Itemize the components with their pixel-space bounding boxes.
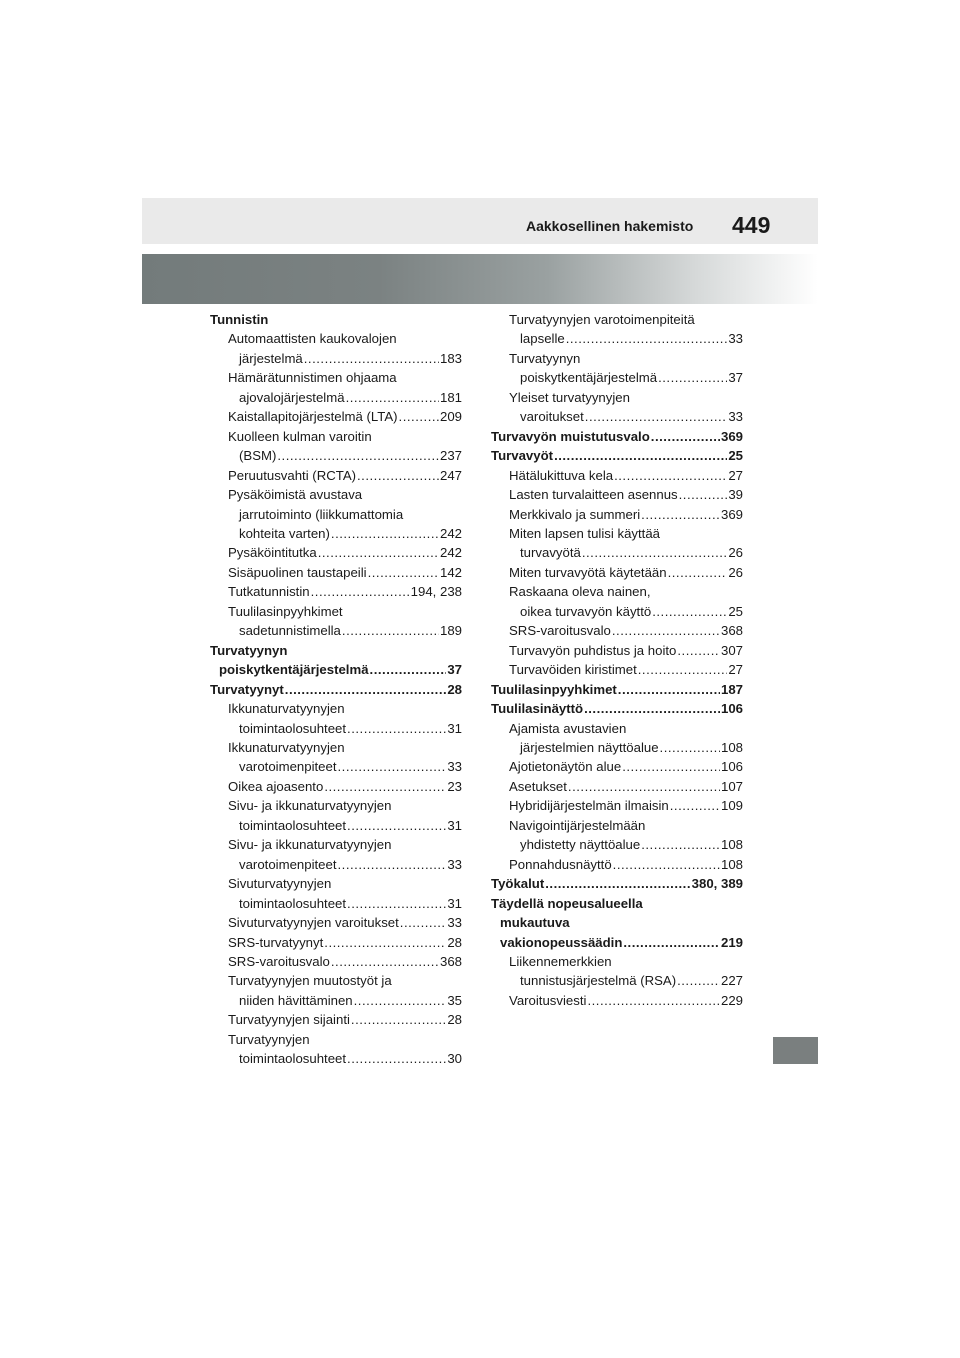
index-entry-text: Sivuturvatyynyjen <box>228 876 332 892</box>
index-entry-text: poiskytkentäjärjestelmä <box>520 370 658 386</box>
index-entry-page: 31 <box>447 720 462 736</box>
index-entry-text: Sisäpuolinen taustapeili <box>228 564 367 580</box>
dot-leader <box>370 660 447 679</box>
dot-leader <box>324 777 446 796</box>
index-entry-page: 369 <box>720 428 743 444</box>
dot-leader <box>331 952 439 971</box>
index-entry-page: 27 <box>728 467 743 483</box>
index-entry-text: Tunnistin <box>210 312 269 327</box>
index-entry <box>210 835 462 874</box>
index-entry <box>491 719 743 758</box>
index-entry <box>491 446 743 465</box>
dot-leader <box>554 446 727 465</box>
dot-leader <box>311 582 410 601</box>
dot-leader <box>338 855 447 874</box>
dot-leader <box>318 543 439 562</box>
index-entry <box>491 466 743 485</box>
section-title: Aakkosellinen hakemisto <box>526 218 694 234</box>
index-entry-text: varotoimenpiteet <box>239 856 337 872</box>
index-entry-text: Tutkatunnistin <box>228 584 310 600</box>
index-entry <box>210 952 462 971</box>
index-entry-page: 33 <box>447 915 462 931</box>
index-entry-text: toimintaolosuhteet <box>239 720 347 736</box>
index-entry-text: Ajamista avustavien <box>509 720 627 736</box>
index-entry-text: SRS-varoitusvalo <box>509 623 611 639</box>
index-entry-page: 37 <box>728 370 743 386</box>
index-entry-text: Ponnahdusnäyttö <box>509 856 612 872</box>
index-entry-text: tunnistusjärjestelmä (RSA) <box>520 973 677 989</box>
index-entry-page: 31 <box>447 895 462 911</box>
index-entry-text: Navigointijärjestelmään <box>509 817 646 833</box>
index-entry-page: 35 <box>447 992 462 1008</box>
index-entry <box>210 933 462 952</box>
dot-leader <box>651 427 720 446</box>
index-entry-page: 30 <box>447 1051 462 1067</box>
index-entry-text: Turvavyön puhdistus ja hoito <box>509 642 677 658</box>
index-entry-text: Työkalut <box>491 876 545 892</box>
index-entry-text: Lasten turvalaitteen asennus <box>509 487 678 503</box>
index-entry-text: Pysäköintitutka <box>228 545 317 561</box>
index-entry-page: 26 <box>728 545 743 561</box>
index-entry-page: 368 <box>720 623 743 639</box>
dot-leader <box>587 991 720 1010</box>
dot-leader <box>545 874 690 893</box>
index-entry-text: Turvatyynyn <box>210 642 288 658</box>
dot-leader <box>612 621 720 640</box>
dot-leader <box>670 796 720 815</box>
index-entry-text: Turvatyynyjen sijainti <box>228 1012 350 1028</box>
index-entry <box>210 777 462 796</box>
index-entry <box>210 427 462 466</box>
index-entry-text: Miten turvavyötä käytetään <box>509 564 667 580</box>
index-entry-text: mukautuva <box>500 915 570 931</box>
index-column-left <box>210 310 462 1069</box>
index-entry-text: järjestelmien näyttöalue <box>520 739 659 755</box>
index-entry-page: 229 <box>720 992 743 1008</box>
index-entry <box>491 855 743 874</box>
dot-leader <box>652 602 727 621</box>
index-entry-text: Turvatyynyjen muutostyöt ja <box>228 973 392 989</box>
index-entry-page: 28 <box>447 681 462 697</box>
index-entry <box>210 874 462 913</box>
index-entry <box>210 1010 462 1029</box>
index-entry <box>491 680 743 699</box>
index-entry <box>491 621 743 640</box>
index-entry-page: 108 <box>720 837 743 853</box>
index-entry-page: 189 <box>439 623 462 639</box>
index-entry-text: Peruutusvahti (RCTA) <box>228 467 357 483</box>
index-entry-text: Tuulilasinpyyhkimet <box>491 681 617 697</box>
index-entry <box>491 310 743 349</box>
index-entry-page: 181 <box>439 389 462 405</box>
index-entry-page: 28 <box>447 934 462 950</box>
dot-leader <box>641 835 720 854</box>
index-entry-page: 142 <box>439 564 462 580</box>
dot-leader <box>347 719 446 738</box>
index-column-right <box>491 310 743 1010</box>
index-entry-text: Ikkunaturvatyynyjen <box>228 739 345 755</box>
dot-leader <box>277 446 439 465</box>
index-entry-text: Yleiset turvatyynyjen <box>509 389 630 405</box>
index-entry <box>210 913 462 932</box>
index-entry <box>491 660 743 679</box>
index-entry <box>210 641 462 680</box>
index-entry-page: 109 <box>720 798 743 814</box>
index-entry <box>210 738 462 777</box>
index-entry-text: Kaistallapitojärjestelmä (LTA) <box>228 409 398 425</box>
dot-leader <box>285 680 447 699</box>
index-entry <box>210 796 462 835</box>
index-entry-page: 107 <box>720 778 743 794</box>
index-entry <box>491 816 743 855</box>
index-entry-text: Sivuturvatyynyjen varoitukset <box>228 915 399 931</box>
header-bar <box>142 198 818 244</box>
index-entry-text: Hybridijärjestelmän ilmaisin <box>509 798 669 814</box>
index-entry-text: ajovalojärjestelmä <box>239 389 345 405</box>
dot-leader <box>638 660 728 679</box>
index-entry <box>210 543 462 562</box>
dot-leader <box>368 563 439 582</box>
index-entry <box>491 427 743 446</box>
index-entry-text: SRS-turvatyynyt <box>228 934 324 950</box>
index-entry <box>210 466 462 485</box>
index-entry <box>210 329 462 368</box>
index-entry-page: 194, 238 <box>410 584 462 600</box>
index-entry-text: Sivu- ja ikkunaturvatyynyjen <box>228 837 392 853</box>
index-entry <box>210 971 462 1010</box>
index-entry-text: niiden hävittäminen <box>239 992 353 1008</box>
index-entry-text: Kuolleen kulman varoitin <box>228 428 372 444</box>
index-entry-page: 380, 389 <box>691 876 743 892</box>
index-entry-text: toimintaolosuhteet <box>239 817 347 833</box>
dot-leader <box>623 933 720 952</box>
index-entry-text: jarrutoiminto (liikkumattomia <box>239 506 404 522</box>
dot-leader <box>400 913 447 932</box>
index-entry-text: Tuulilasinäyttö <box>491 701 584 717</box>
dot-leader <box>679 485 728 504</box>
index-entry <box>491 777 743 796</box>
dot-leader <box>668 563 728 582</box>
index-entry-page: 39 <box>728 487 743 503</box>
index-entry-text: järjestelmä <box>239 350 303 366</box>
dot-leader <box>582 543 727 562</box>
index-entry <box>210 1030 462 1069</box>
dot-leader <box>351 1010 446 1029</box>
index-entry-text: oikea turvavyön käyttö <box>520 603 652 619</box>
dot-leader <box>660 738 720 757</box>
index-entry-text: vakionopeussäädin <box>500 934 623 950</box>
index-entry <box>491 699 743 718</box>
index-entry-page: 33 <box>728 409 743 425</box>
dot-leader <box>622 757 720 776</box>
index-entry-text: yhdistetty näyttöalue <box>520 837 641 853</box>
index-entry-page: 242 <box>439 525 462 541</box>
decorative-band <box>142 254 818 304</box>
index-entry-text: Hämärätunnistimen ohjaama <box>228 370 397 386</box>
index-entry-text: Varoitusviesti <box>509 992 587 1008</box>
index-entry-page: 106 <box>720 759 743 775</box>
index-entry-text: varoitukset <box>520 409 584 425</box>
index-entry-text: Ikkunaturvatyynyjen <box>228 701 345 717</box>
index-entry-page: 28 <box>447 1012 462 1028</box>
index-entry-page: 106 <box>720 701 743 717</box>
index-entry <box>491 991 743 1010</box>
dot-leader <box>614 466 727 485</box>
index-entry-text: varotoimenpiteet <box>239 759 337 775</box>
index-entry-text: Raskaana oleva nainen, <box>509 584 651 600</box>
index-entry-text: SRS-varoitusvalo <box>228 953 330 969</box>
index-entry-text: Oikea ajoasento <box>228 778 324 794</box>
dot-leader <box>331 524 439 543</box>
index-entry-text: toimintaolosuhteet <box>239 895 347 911</box>
index-entry <box>491 524 743 563</box>
index-entry-text: Turvavöiden kiristimet <box>509 662 637 678</box>
dot-leader <box>346 388 439 407</box>
index-entry-text: Sivu- ja ikkunaturvatyynyjen <box>228 798 392 814</box>
dot-leader <box>566 329 728 348</box>
index-entry-text: lapselle <box>520 331 565 347</box>
index-entry-page: 369 <box>720 506 743 522</box>
index-entry-page: 25 <box>728 448 743 464</box>
index-entry-page: 183 <box>439 350 462 366</box>
index-entry-text: toimintaolosuhteet <box>239 1051 347 1067</box>
dot-leader <box>584 699 720 718</box>
index-entry <box>210 582 462 601</box>
index-entry <box>491 894 743 952</box>
dot-leader <box>338 757 447 776</box>
index-entry-page: 242 <box>439 545 462 561</box>
dot-leader <box>347 816 446 835</box>
dot-leader <box>354 991 447 1010</box>
index-entry-page: 33 <box>447 856 462 872</box>
index-entry-page: 23 <box>447 778 462 794</box>
index-entry-page: 237 <box>439 448 462 464</box>
dot-leader <box>618 680 720 699</box>
index-entry <box>210 563 462 582</box>
index-entry-text: kohteita varten) <box>239 525 330 541</box>
index-entry-page: 33 <box>447 759 462 775</box>
dot-leader <box>347 1049 446 1068</box>
index-entry <box>491 505 743 524</box>
index-entry <box>491 757 743 776</box>
dot-leader <box>677 641 720 660</box>
index-entry-text: poiskytkentäjärjestelmä <box>219 662 369 678</box>
dot-leader <box>613 855 720 874</box>
index-entry-text: Turvatyynyjen <box>228 1031 310 1047</box>
index-entry-text: Turvatyynyt <box>210 681 284 697</box>
dot-leader <box>324 933 446 952</box>
index-entry-page: 247 <box>439 467 462 483</box>
index-entry-page: 108 <box>720 856 743 872</box>
index-entry <box>210 310 462 329</box>
index-entry-page: 27 <box>728 662 743 678</box>
index-entry-page: 37 <box>447 662 462 678</box>
index-entry-text: Asetukset <box>509 778 567 794</box>
index-entry-text: Turvatyynyn <box>509 350 581 366</box>
index-entry-text: Tuulilasinpyyhkimet <box>228 603 343 619</box>
index-entry-text: turvavyötä <box>520 545 581 561</box>
dot-leader <box>641 505 720 524</box>
index-entry <box>491 388 743 427</box>
index-entry-text: Turvavyöt <box>491 448 554 464</box>
index-entry <box>491 641 743 660</box>
dot-leader <box>677 971 720 990</box>
index-entry-page: 26 <box>728 564 743 580</box>
index-entry-text: Merkkivalo ja summeri <box>509 506 641 522</box>
dot-leader <box>399 407 439 426</box>
index-entry-text: sadetunnistimella <box>239 623 341 639</box>
index-entry-page: 25 <box>728 603 743 619</box>
index-entry <box>210 485 462 543</box>
index-entry <box>210 407 462 426</box>
index-entry <box>491 563 743 582</box>
index-entry-page: 219 <box>720 934 743 950</box>
index-entry-page: 31 <box>447 817 462 833</box>
index-entry-text: (BSM) <box>239 448 277 464</box>
index-entry-page: 33 <box>728 331 743 347</box>
index-entry-text: Miten lapsen tulisi käyttää <box>509 525 660 541</box>
index-entry <box>491 874 743 893</box>
index-entry-page: 227 <box>720 973 743 989</box>
index-entry <box>210 699 462 738</box>
index-entry-page: 368 <box>439 953 462 969</box>
index-entry-text: Automaattisten kaukovalojen <box>228 331 397 347</box>
index-entry <box>491 952 743 991</box>
index-entry-text: Pysäköimistä avustava <box>228 487 363 503</box>
index-entry <box>491 349 743 388</box>
index-entry-text: Ajotietonäytön alue <box>509 759 622 775</box>
dot-leader <box>342 621 439 640</box>
dot-leader <box>658 368 727 387</box>
index-entry-text: Turvatyynyjen varotoimenpiteitä <box>509 312 695 327</box>
index-entry-text: Hätälukittuva kela <box>509 467 614 483</box>
index-entry-text: Täydellä nopeusalueella <box>491 895 643 911</box>
index-entry <box>491 485 743 504</box>
index-entry <box>210 602 462 641</box>
index-entry-text: Liikennemerkkien <box>509 953 612 969</box>
page-number: 449 <box>732 212 771 238</box>
index-entry <box>210 368 462 407</box>
index-entry <box>210 680 462 699</box>
index-entry-page: 108 <box>720 739 743 755</box>
dot-leader <box>357 466 439 485</box>
index-entry-page: 307 <box>720 642 743 658</box>
dot-leader <box>304 349 439 368</box>
chapter-tab <box>773 1037 818 1064</box>
index-entry-text: Turvavyön muistutusvalo <box>491 428 650 444</box>
index-entry <box>491 582 743 621</box>
index-entry-page: 187 <box>720 681 743 697</box>
index-entry-page: 209 <box>439 409 462 425</box>
dot-leader <box>568 777 720 796</box>
index-entry <box>491 796 743 815</box>
dot-leader <box>347 894 446 913</box>
dot-leader <box>585 407 728 426</box>
